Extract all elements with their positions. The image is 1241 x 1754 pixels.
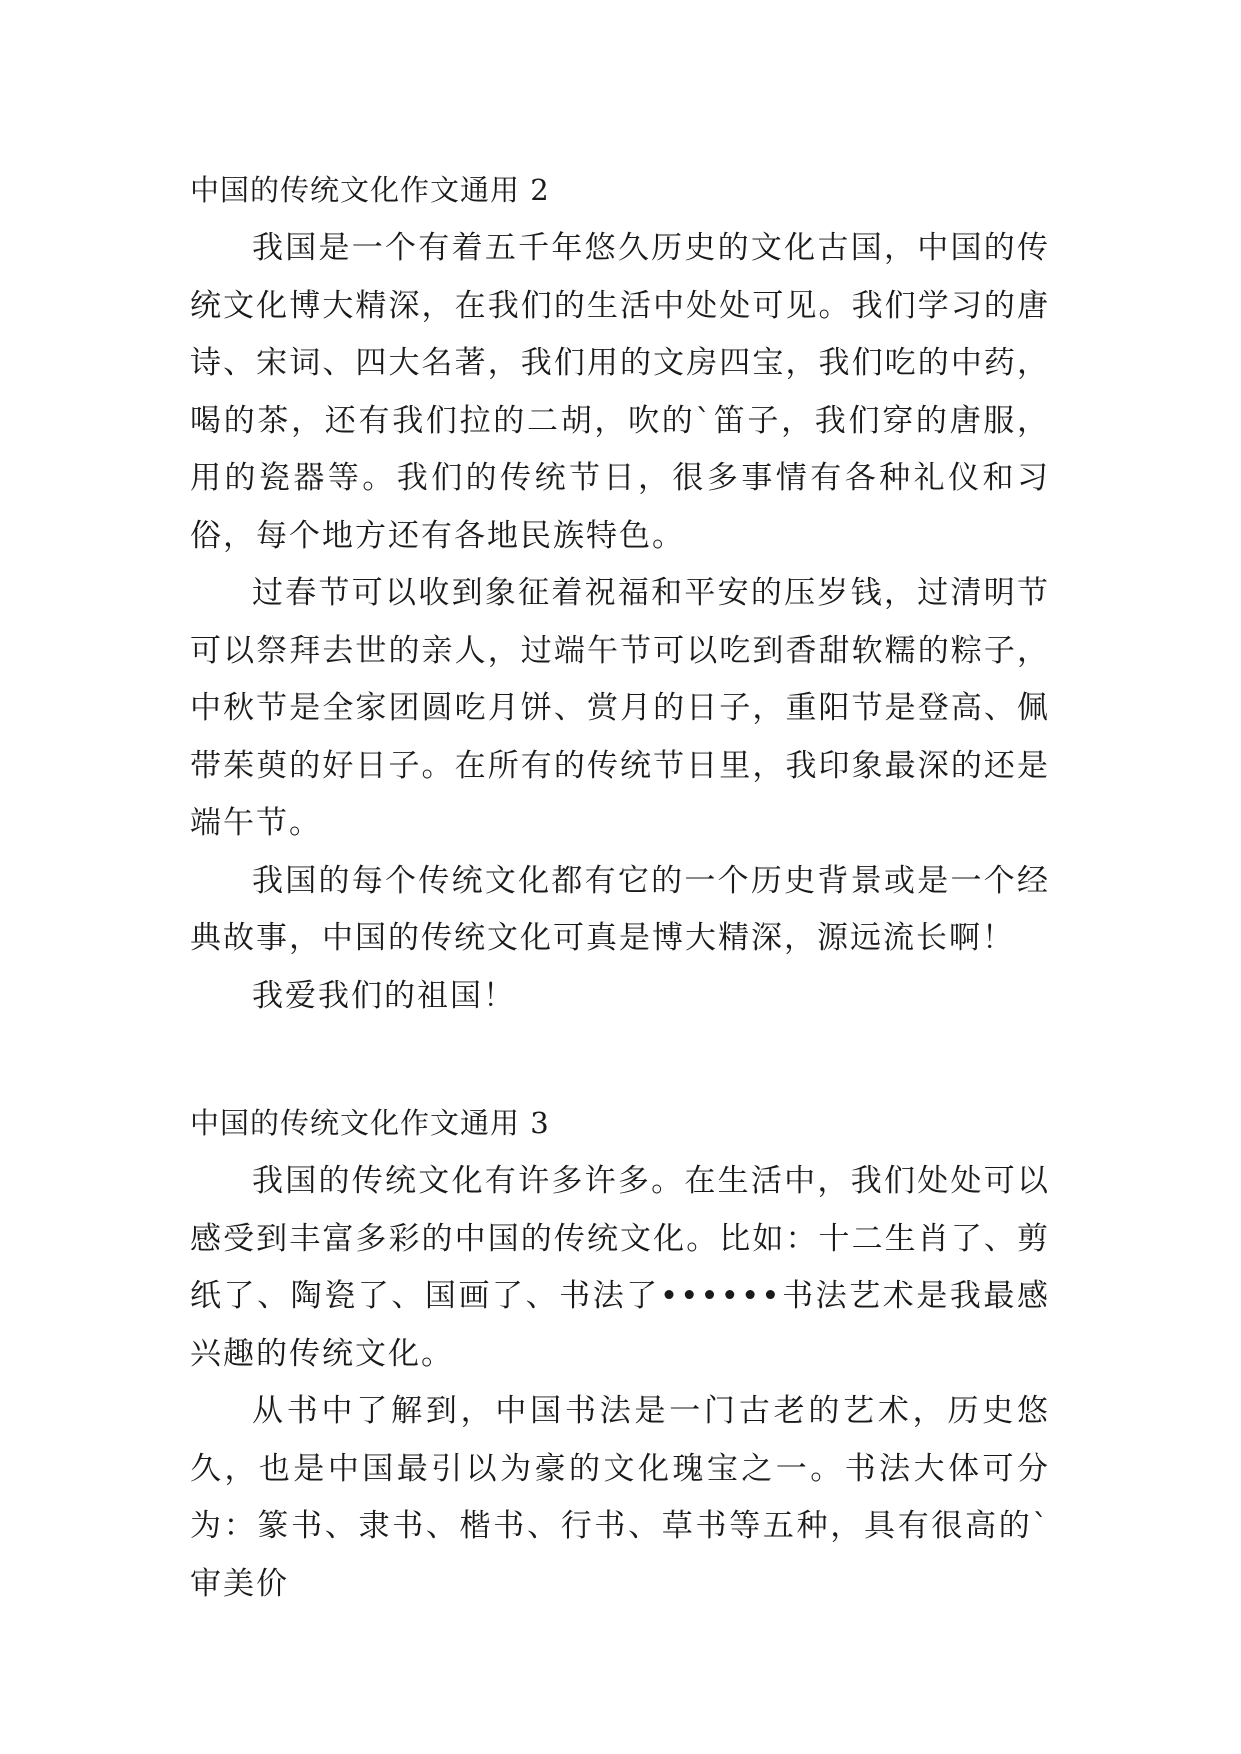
paragraph: 我国的每个传统文化都有它的一个历史背景或是一个经典故事，中国的传统文化可真是博大精深，源远流长啊！	[190, 862, 1050, 956]
paragraph: 从书中了解到，中国书法是一门古老的艺术，历史悠久，也是中国最引以为豪的文化瑰宝之一。书法大体可分为：篆书、隶书、楷书、行书、草书等五种，具有很高的`审美价	[190, 1393, 1050, 1602]
paragraph: 我爱我们的祖国！	[252, 977, 516, 1014]
paragraph: 过春节可以收到象征着祝福和平安的压岁钱，过清明节可以祭拜去世的亲人，过端午节可以吃到香甜软糯的粽子，中秋节是全家团圆吃月饼、赏月的日子，重阳节是登高、佩带茱萸的好日子。在所有的传统节日里，我印象最深的还是端午节。	[190, 575, 1050, 841]
section-title: 中国的传统文化作文通用 2	[190, 173, 550, 207]
section-title: 中国的传统文化作文通用 3	[190, 1106, 550, 1140]
section-spacer	[190, 1025, 1050, 1093]
paragraph: 我国的传统文化有许多许多。在生活中，我们处处可以感受到丰富多彩的中国的传统文化。比如：十二生肖了、剪纸了、陶瓷了、国画了、书法了••••••书法艺术是我最感兴趣的传统文化。	[190, 1163, 1050, 1372]
paragraph: 我国是一个有着五千年悠久历史的文化古国，中国的传统文化博大精深，在我们的生活中处处可见。我们学习的唐诗、宋词、四大名著，我们用的文房四宝，我们吃的中药，喝的茶，还有我们拉的二胡，吹的`笛子，我们穿的唐服，用的瓷器等。我们的传统节日，很多事情有各种礼仪和习俗，每个地方还有各地民族特色。	[190, 230, 1050, 554]
document-body	[190, 160, 1050, 1613]
